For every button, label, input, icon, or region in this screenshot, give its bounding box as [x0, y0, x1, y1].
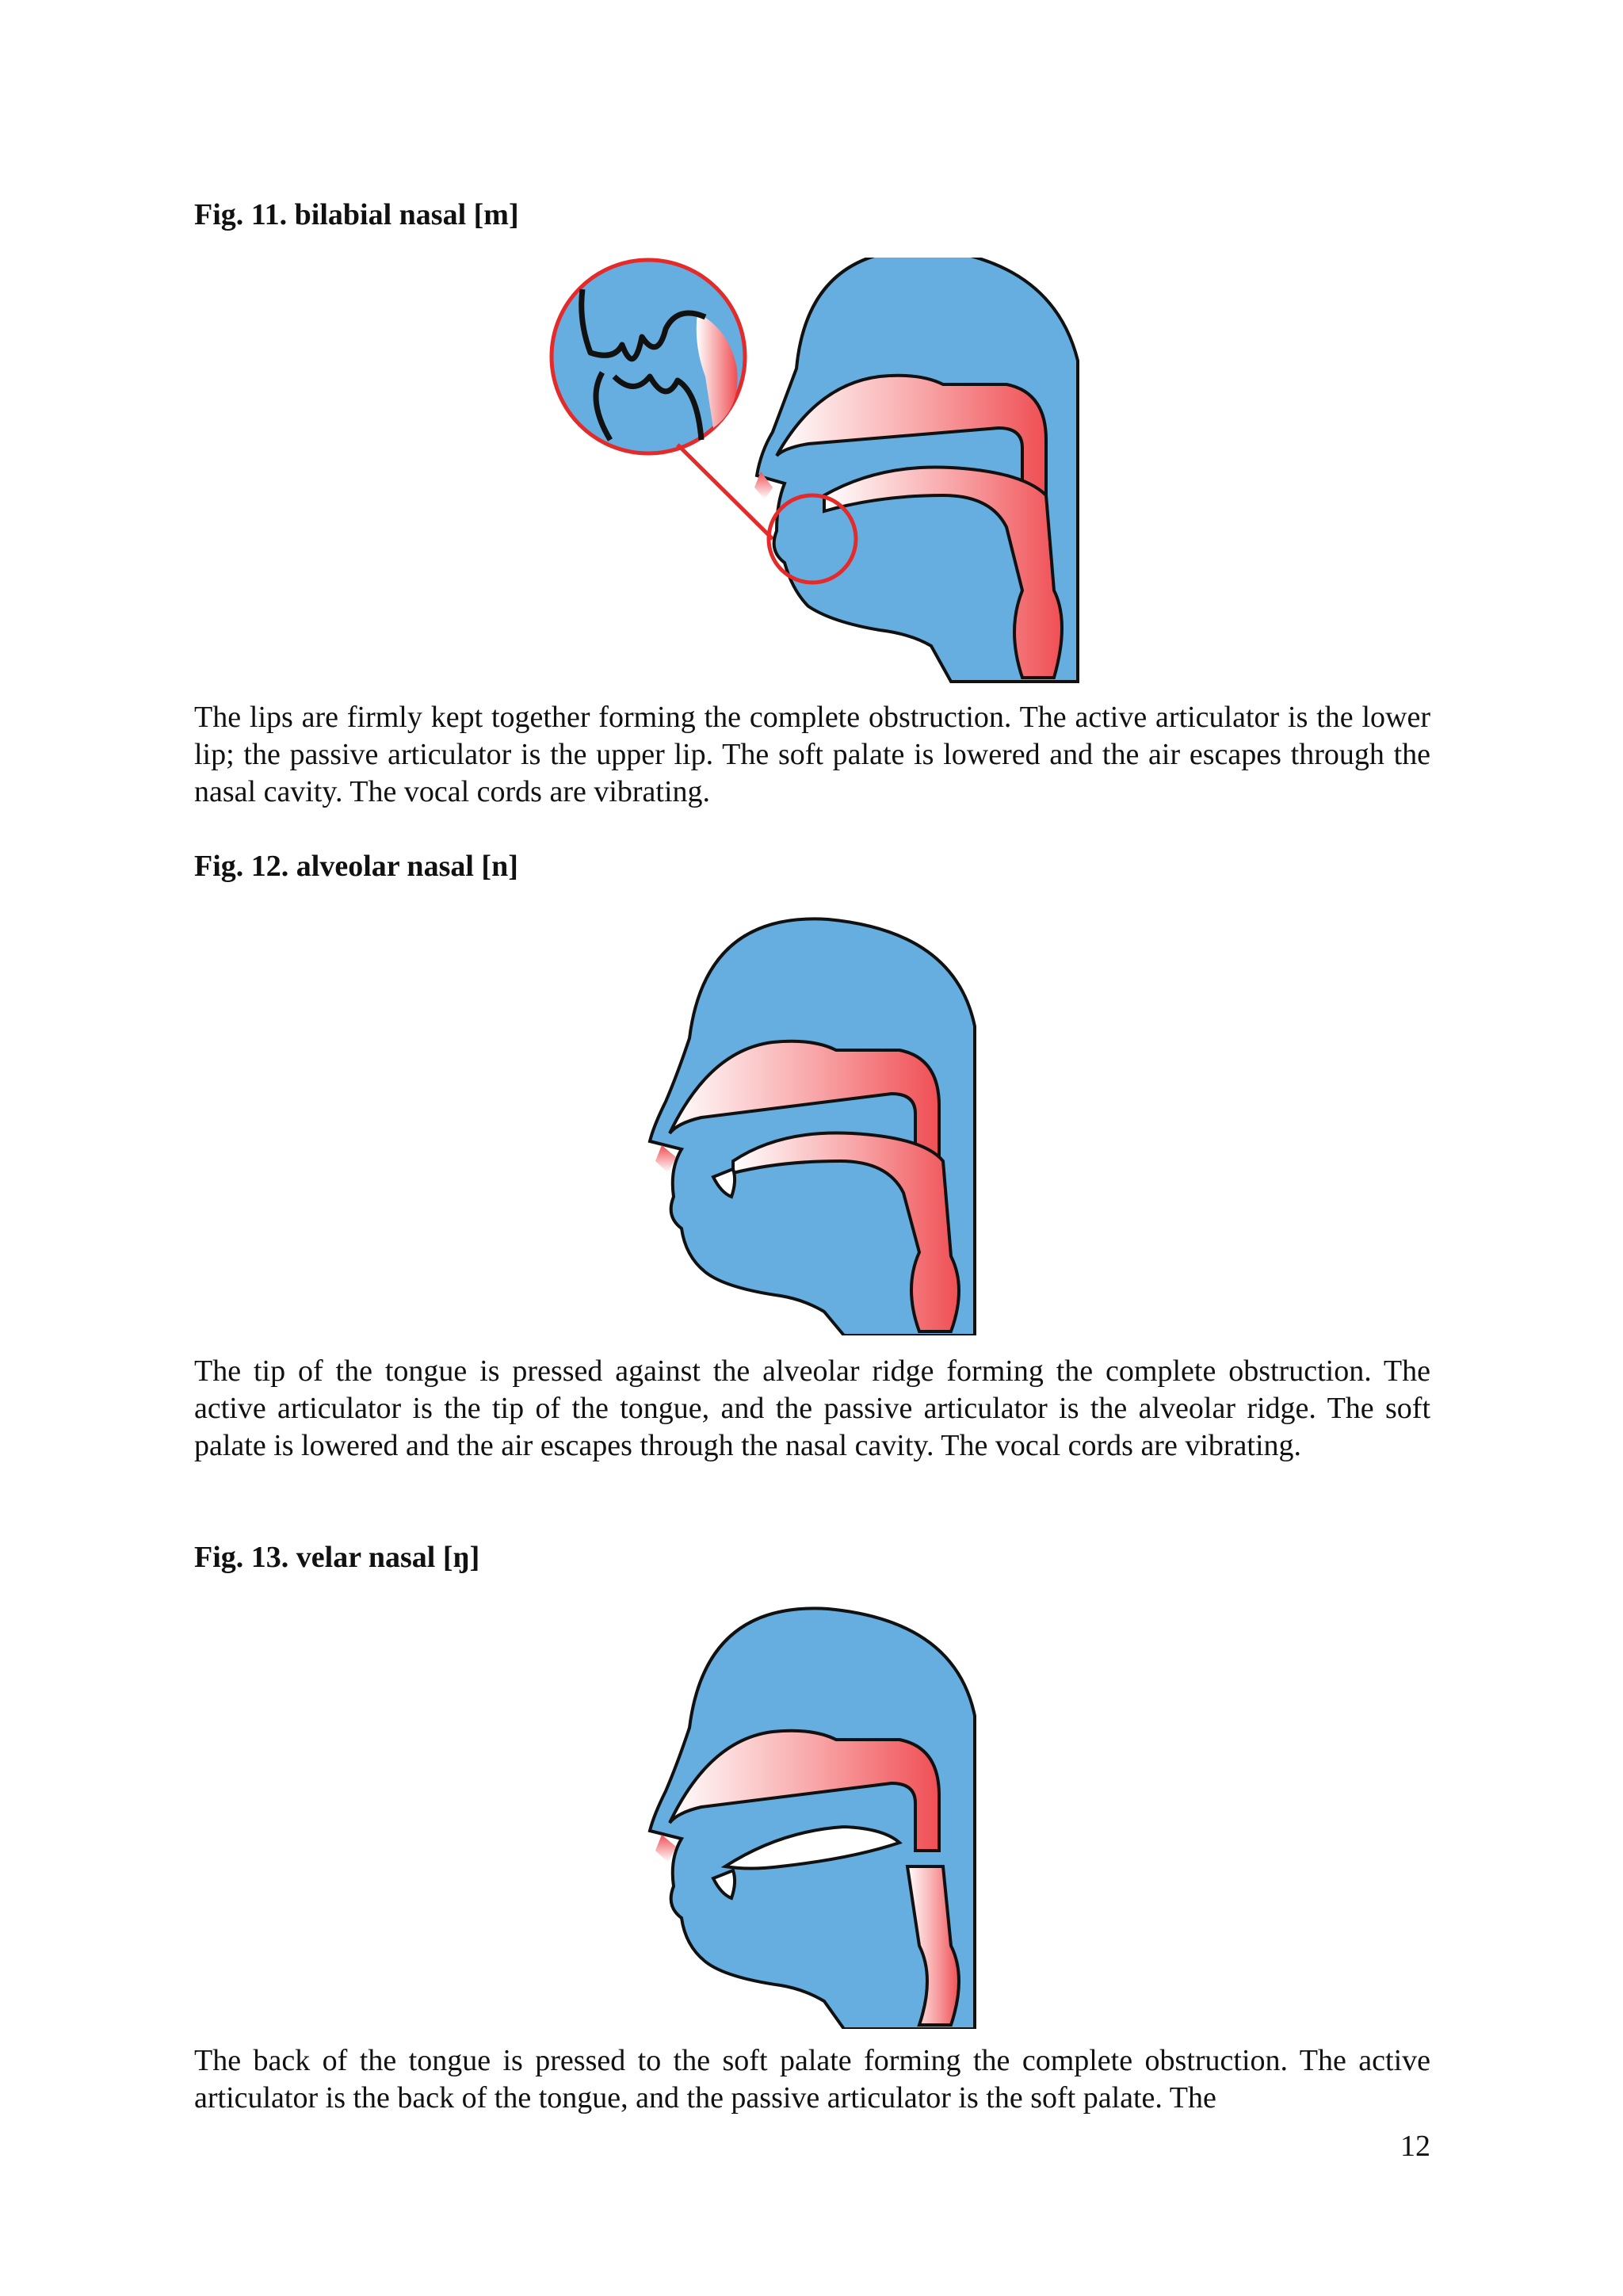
alveolar-nasal-diagram: [646, 915, 987, 1335]
figure-13-title: Fig. 13. velar nasal [ŋ]: [194, 1541, 480, 1574]
figure-12-description: The tip of the tongue is pressed against the alveolar ridge forming the complete obstruction. The active articulator is the tip of the tongue, and the passive articulator is the alveolar ridge. The soft palate is lowered and the air escapes through the nasal cavity. The vocal cords are vibrating.: [194, 1354, 1430, 1462]
zoom-inset: [552, 260, 773, 539]
figure-12-title: Fig. 12. alveolar nasal [n]: [194, 850, 518, 883]
head-profile: [754, 258, 1078, 682]
figure-13-description: The back of the tongue is pressed to the soft palate forming the complete obstruction. The active articulator is the back of the tongue, and the passive articulator is the soft palate. The: [194, 2044, 1430, 2115]
head-profile: [650, 1608, 975, 2029]
figure-11-title: Fig. 11. bilabial nasal [m]: [194, 198, 519, 231]
head-profile: [650, 919, 975, 1335]
page-number: 12: [1400, 2130, 1430, 2163]
figure-11-description: The lips are firmly kept together forming the complete obstruction. The active articulator is the lower lip; the passive articulator is the upper lip. The soft palate is lowered and the air escapes through the nasal cavity. The vocal cords are vibrating.: [194, 701, 1430, 808]
velar-nasal-diagram: [646, 1605, 987, 2029]
bilabial-nasal-diagram: [547, 258, 1094, 686]
